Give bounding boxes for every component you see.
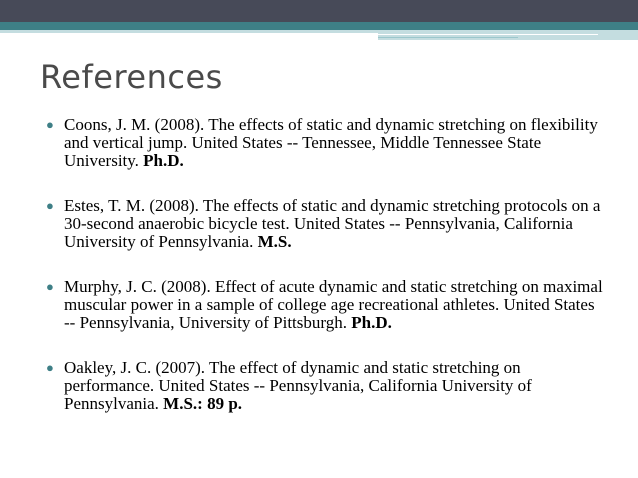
bullet-dot-icon: ● [46,279,54,294]
reference-list [44,116,604,413]
reference-text: Murphy, J. C. (2008). Effect of acute dynamic and static stretching on maximal muscular power in a sample of college age recreational athletes. United States -- Pennsylvania, University of Pittsburgh. [64,277,603,332]
reference-degree: Ph.D. [351,313,392,332]
reference-item [44,278,604,332]
bullet-dot-icon: ● [46,117,54,132]
header-decoration-line [378,34,598,35]
header-dark-band [0,0,638,22]
bullet-dot-icon: ● [46,360,54,375]
slide-title: References [40,58,223,96]
reference-text: Estes, T. M. (2008). The effects of static and dynamic stretching protocols on a 30-second anaerobic bicycle test. United States -- Pennsylvania, California University of Pennsylvania. [64,196,601,251]
reference-text: Coons, J. M. (2008). The effects of static and dynamic stretching on flexibility and vertical jump. United States -- Tennessee, Middle Tennessee State University. [64,115,598,170]
header-decoration-line [378,37,518,38]
header-decoration-block [378,30,638,40]
reference-item [44,359,604,413]
reference-item [44,116,604,170]
header-teal-band [0,22,638,30]
reference-degree: Ph.D. [143,151,184,170]
bullet-dot-icon: ● [46,198,54,213]
reference-degree: M.S. [257,232,292,251]
reference-text: Oakley, J. C. (2007). The effect of dynamic and static stretching on performance. United States -- Pennsylvania, California University of Pennsylvania. [64,358,532,413]
reference-item [44,197,604,251]
reference-degree: M.S.: 89 p. [163,394,243,413]
